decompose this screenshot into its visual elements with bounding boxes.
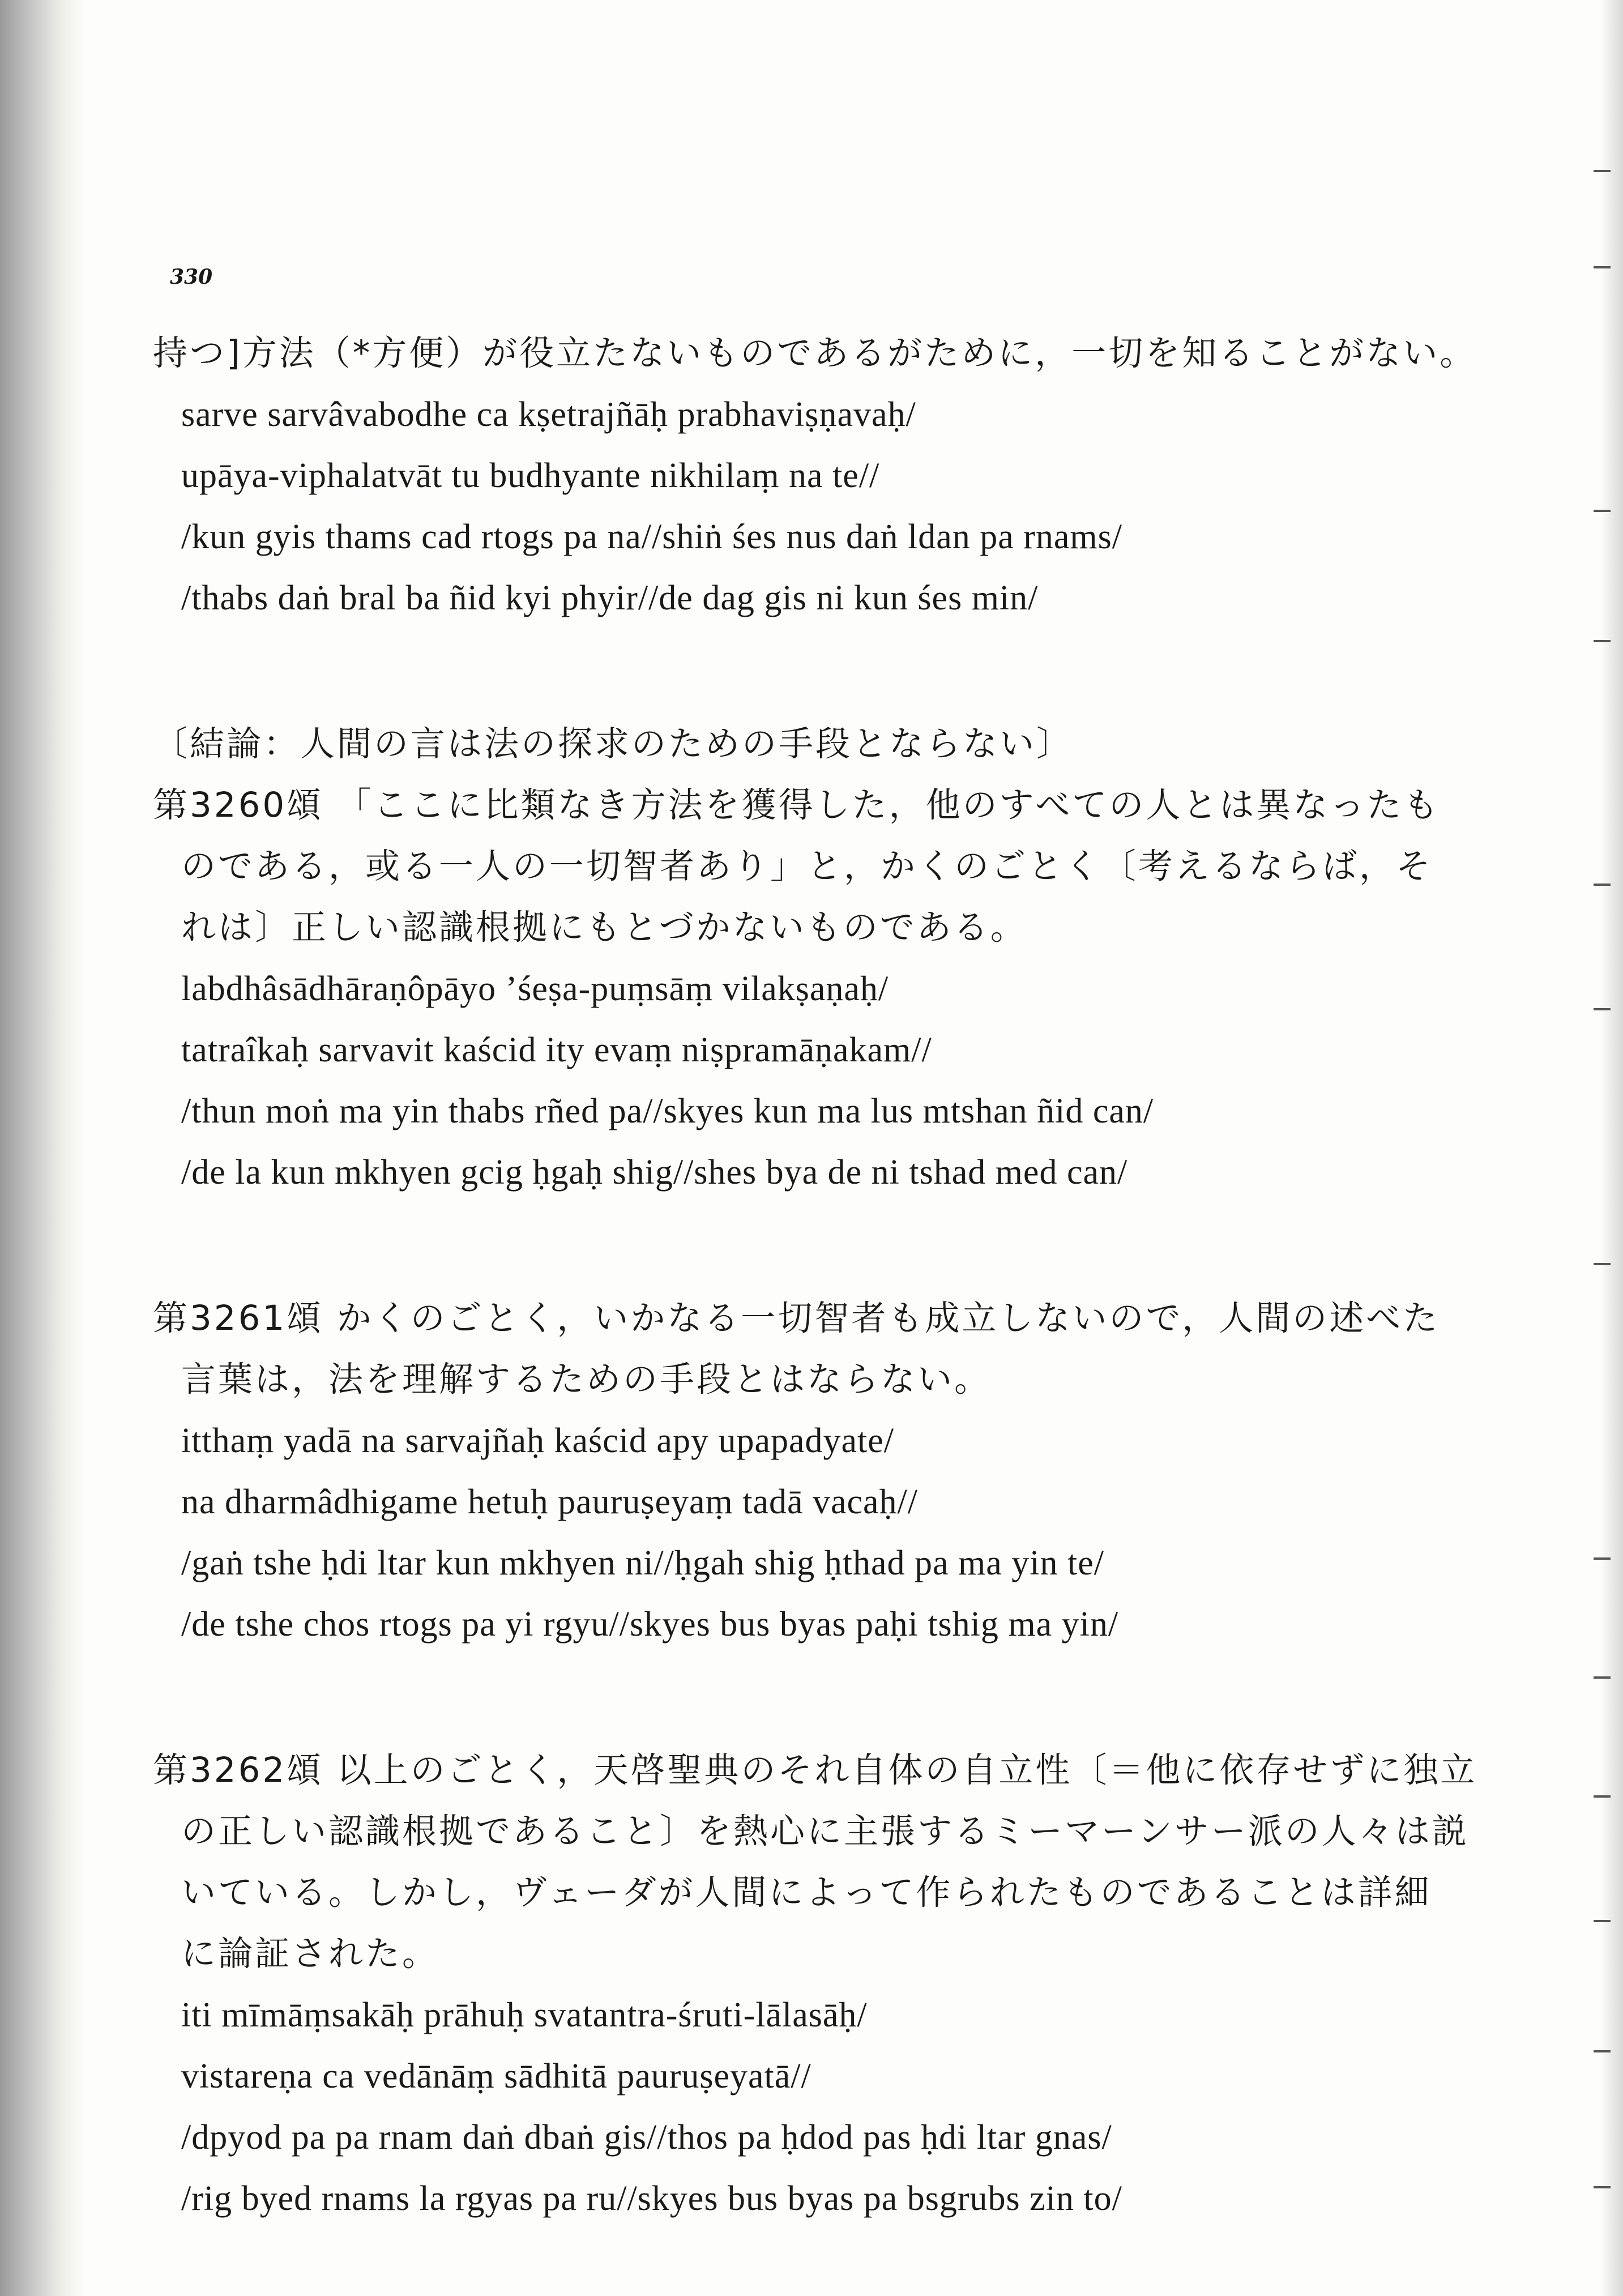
page-body [153,323,1477,2229]
margin-tick [1594,1920,1611,1922]
transliteration-line: /gaṅ tshe ḥdi ltar kun mkhyen ni//ḥgah shig ḥthad pa ma yin te/ [181,1544,1104,1582]
paragraph-gap [153,1203,1455,1288]
japanese-text-line: れは〕正しい認識根拠にもとづかないものである。 [181,907,1027,948]
transliteration-line: /kun gyis thams cad rtogs pa na//shiṅ śes nus daṅ ldan pa rnams/ [181,518,1122,556]
scan-shadow-left [0,0,85,2296]
margin-tick [1594,1557,1611,1560]
paragraph-gap [153,1655,1455,1740]
japanese-text-line: 第3261頌 かくのごとく，いかなる一切智者も成立しないので，人間の述べた [153,1298,1440,1338]
transliteration-line: na dharmâdhigame hetuḥ pauruṣeyaṃ tadā vacaḥ// [181,1483,918,1521]
paragraph-gap [153,629,1455,714]
japanese-text-line: 言葉は，法を理解するための手段とはならない。 [181,1359,992,1399]
transliteration-line: /de tshe chos rtogs pa yi rgyu//skyes bus byas paḥi tshig ma yin/ [181,1605,1119,1644]
transliteration-line: sarve sarvâvabodhe ca kṣetrajñāḥ prabhaviṣṇavaḥ/ [181,395,916,434]
margin-tick [1594,640,1611,642]
japanese-text-line: に論証された。 [181,1934,439,1974]
transliteration-line: upāya-viphalatvāt tu budhyante nikhilaṃ na te// [181,456,880,495]
transliteration-line: labdhâsādhāraṇôpāyo ’śeṣa-puṃsāṃ vilakṣaṇaḥ/ [181,970,889,1008]
margin-tick [1594,884,1611,886]
scan-shadow-right [1600,0,1623,2296]
japanese-text-line: 第3260頌 「ここに比類なき方法を獲得した，他のすべての人とは異なったも [153,785,1441,825]
margin-tick [1594,1263,1611,1265]
japanese-text-line: 持つ]方法（*方便）が役立たないものであるがために，一切を知ることがない。 [153,333,1477,373]
page-number: 330 [170,265,213,289]
transliteration-line: /rig byed rnams la rgyas pa ru//skyes bus byas pa bsgrubs zin to/ [181,2179,1122,2218]
margin-tick [1594,266,1611,268]
margin-tick [1594,1795,1611,1798]
margin-tick [1594,2186,1611,2188]
margin-tick [1594,2050,1611,2052]
japanese-text-line: の正しい認識根拠であること〕を熱心に主張するミーマーンサー派の人々は説 [181,1811,1469,1851]
transliteration-line: itthaṃ yadā na sarvajñaḥ kaścid apy upapadyate/ [181,1422,894,1460]
transliteration-line: vistareṇa ca vedānāṃ sādhitā pauruṣeyatā// [181,2057,812,2096]
japanese-text-line: 〔結論：人間の言は法の探求のための手段とならない〕 [153,724,1074,764]
transliteration-line: /dpyod pa pa rnam daṅ dbaṅ gis//thos pa ḥdod pas ḥdi ltar gnas/ [181,2118,1112,2157]
transliteration-line: tatraîkaḥ sarvavit kaścid ity evaṃ niṣpramāṇakam// [181,1031,932,1069]
margin-tick [1594,1676,1611,1679]
margin-tick [1594,170,1611,172]
margin-tick [1594,510,1611,512]
japanese-text-line: 第3262頌 以上のごとく，天啓聖典のそれ自体の自立性〔＝他に依存せずに独立 [153,1750,1477,1790]
transliteration-line: iti mīmāṃsakāḥ prāhuḥ svatantra-śruti-lālasāḥ/ [181,1996,868,2034]
transliteration-line: /de la kun mkhyen gcig ḥgaḥ shig//shes bya de ni tshad med can/ [181,1153,1128,1192]
margin-tick [1594,1008,1611,1010]
japanese-text-line: いている。しかし，ヴェーダが人間によって作られたものであることは詳細 [181,1872,1432,1913]
japanese-text-line: のである，或る一人の一切智者あり」と，かくのごとく〔考えるならば，そ [181,846,1433,886]
transliteration-line: /thun moṅ ma yin thabs rñed pa//skyes kun ma lus mtshan ñid can/ [181,1092,1154,1130]
transliteration-line: /thabs daṅ bral ba ñid kyi phyir//de dag gis ni kun śes min/ [181,579,1039,617]
